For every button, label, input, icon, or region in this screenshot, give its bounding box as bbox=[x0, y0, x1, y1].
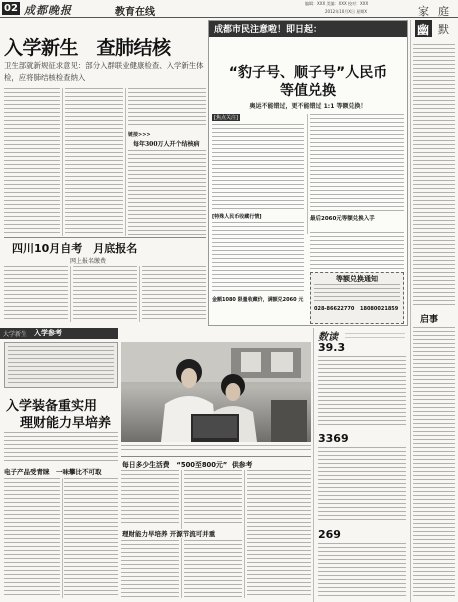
article-body bbox=[4, 88, 60, 236]
article-body bbox=[4, 478, 60, 598]
photo-caption bbox=[121, 445, 311, 453]
section-title: 教育在线 bbox=[115, 7, 155, 18]
article-body bbox=[128, 88, 206, 128]
masthead-date: 2012年10月X日 星期X bbox=[325, 9, 368, 14]
feature-title-line1: 入学装备重实用 bbox=[6, 399, 98, 414]
article-body bbox=[121, 470, 179, 524]
humor-logo-char: 幽 bbox=[417, 23, 430, 37]
sub-heading: 电子产品受青睐 一味攀比不可取 bbox=[4, 468, 102, 476]
exam-article-title: 四川10月自考 月底报名 bbox=[12, 242, 138, 255]
phone-number: 18080021859 bbox=[360, 306, 399, 312]
humor-text bbox=[413, 44, 455, 306]
humor-header-char: 默 bbox=[438, 23, 449, 36]
column-tag: 大学新生 bbox=[3, 331, 28, 338]
puzzle-header: 数读 bbox=[318, 332, 338, 343]
article-body bbox=[184, 540, 242, 598]
living-cost-title: 每日多少生活费 “500至800元” bbox=[122, 461, 228, 469]
masthead bbox=[0, 0, 458, 18]
ad-body bbox=[212, 124, 304, 210]
ad-body bbox=[310, 114, 404, 214]
page-number: 02 bbox=[2, 2, 20, 15]
ad-highlight: 最后2060元等额兑换入手 bbox=[310, 216, 375, 222]
ad-body bbox=[310, 232, 404, 272]
notice-title: 启事 bbox=[420, 315, 439, 325]
masthead-info: 编辑：XXX 美编：XXX 校对：XXX bbox=[305, 1, 369, 6]
ad-body bbox=[212, 222, 304, 294]
ad-tag: [焦点关注] bbox=[214, 115, 238, 121]
exchange-notice-body bbox=[314, 284, 400, 302]
intro-text bbox=[8, 346, 114, 384]
stat-number: 39.3 bbox=[318, 341, 346, 354]
article-body bbox=[65, 88, 123, 236]
ad-headline-line2: 等值兑换 bbox=[280, 83, 336, 99]
article-body bbox=[247, 470, 311, 598]
paper-name: 成都晚报 bbox=[24, 4, 72, 17]
stat-text bbox=[318, 356, 406, 428]
phone-number: 028-86622770 bbox=[314, 306, 355, 312]
article-body bbox=[73, 266, 137, 322]
feature-title-line2: 理财能力早培养 bbox=[20, 416, 112, 431]
link-title: 每年300万人开个结核病 bbox=[133, 141, 200, 148]
notice-text bbox=[413, 327, 455, 598]
stat-number: 3369 bbox=[318, 432, 349, 445]
ad-special-label: [特殊人民币收藏行情] bbox=[212, 214, 262, 220]
article-body bbox=[128, 150, 206, 236]
article-body bbox=[142, 266, 206, 322]
main-headline: 入学新生 查肺结核 bbox=[4, 37, 171, 59]
finance-title: 理财能力早培养 开源节流可并重 bbox=[122, 530, 216, 538]
ad-headline-line1: “豹子号、顺子号”人民币 bbox=[228, 65, 388, 81]
exchange-notice-title: 等额兑换通知 bbox=[336, 275, 378, 283]
humor-header-char: 家 bbox=[418, 5, 429, 18]
stat-number: 269 bbox=[318, 528, 341, 541]
article-body bbox=[4, 266, 68, 322]
stat-text bbox=[318, 447, 406, 523]
article-body bbox=[121, 540, 179, 598]
ad-subline: 奥运不能错过，更不能错过 1:1 等额兑换！ bbox=[249, 103, 367, 110]
news-photo bbox=[121, 342, 311, 442]
stat-text bbox=[318, 543, 406, 598]
column-title: 入学参考 bbox=[34, 329, 62, 337]
article-body bbox=[4, 432, 118, 464]
humor-header-char: 庭 bbox=[438, 5, 449, 18]
link-label: 链接>>> bbox=[128, 132, 151, 138]
ad-top-label: 成都市民注意啦！即日起： bbox=[214, 25, 323, 35]
article-body bbox=[184, 470, 242, 524]
main-deck: 卫生部就新规征求意见：部分入群联业健康检查、入学新生体检，应将肺结核检查纳入 bbox=[4, 61, 204, 82]
living-cost-title-suffix: 供参考 bbox=[232, 461, 253, 469]
article-body bbox=[64, 478, 118, 598]
exam-article-subtitle: 网上报名缴费 bbox=[70, 258, 107, 265]
ad-promo: 金额1080 限量收藏价，满额兑2060 元 bbox=[212, 297, 304, 303]
photo-scene bbox=[121, 342, 311, 442]
